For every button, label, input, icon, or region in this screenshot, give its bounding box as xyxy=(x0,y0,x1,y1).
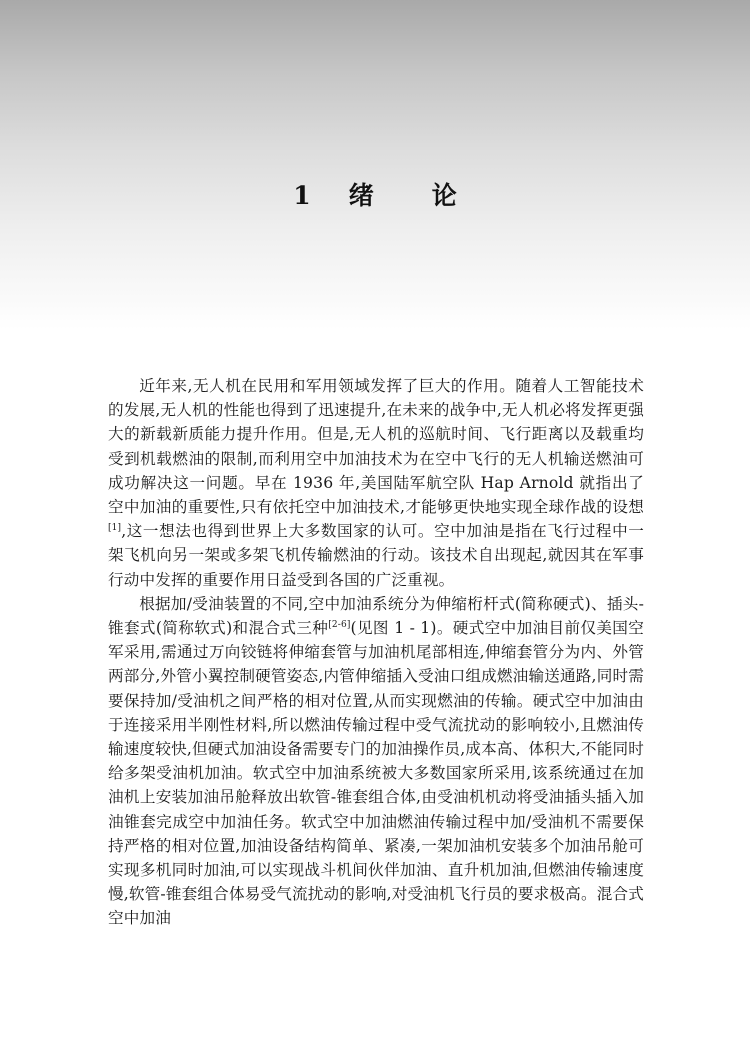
paragraph-2-text-a: 根据加/受油装置的不同,空中加油系统分为伸缩桁杆式(简称硬式)、插头-锥套式(简称软式)和混合式三种 xyxy=(108,594,644,638)
chapter-number: 1 xyxy=(293,181,311,210)
chapter-title-char-2: 论 xyxy=(431,181,457,210)
chapter-title-char-1: 绪 xyxy=(348,181,374,210)
chapter-header-gradient xyxy=(0,0,750,330)
paragraph-1-text-b: ,这一想法也得到世界上大多数国家的认可。空中加油是指在飞行过程中一架飞机向另一架或多架飞机传输燃油的行动。该技术自出现起,就因其在军事行动中发挥的重要作用日益受到各国的广泛重视。 xyxy=(108,522,644,589)
paragraph-1 xyxy=(108,374,644,592)
paragraph-1-text-a: 近年来,无人机在民用和军用领域发挥了巨大的作用。随着人工智能技术的发展,无人机的性能也得到了迅速提升,在未来的战争中,无人机必将发挥更强大的新载新质能力提升作用。但是,无人机的巡航时间、飞行距离以及载重均受到机载燃油的限制,而利用空中加油技术为在空中飞行的无人机输送燃油可成功解决这一问题。早在 1936 年,美国陆军航空队 Hap Arnold 就指出了空中加油的重要性,只有依托空中加油技术,才能够更快地实现全球作战的设想 xyxy=(108,377,644,517)
chapter-title xyxy=(0,176,750,216)
citation-1: [1] xyxy=(108,523,122,534)
citation-2: [2-6] xyxy=(328,619,351,630)
body-text xyxy=(108,374,644,931)
paragraph-2 xyxy=(108,592,644,931)
paragraph-2-text-b: (见图 1 - 1)。硬式空中加油目前仅美国空军采用,需通过万向铰链将伸缩套管与加油机尾部相连,伸缩套管分为内、外管两部分,外管小翼控制硬管姿态,内管伸缩插入受油口组成燃油输送通路,同时需要保持加/受油机之间严格的相对位置,从而实现燃油的传输。硬式空中加油由于连接采用半刚性材料,所以燃油传输过程中受气流扰动的影响较小,且燃油传输速度较快,但硬式加油设备需要专门的加油操作员,成本高、体积大,不能同时给多架受油机加油。软式空中加油系统被大多数国家所采用,该系统通过在加油机上安装加油吊舱释放出软管-锥套组合体,由受油机机动将受油插头插入加油锥套完成空中加油任务。软式空中加油燃油传输过程中加/受油机不需要保持严格的相对位置,加油设备结构简单、紧凑,一架加油机安装多个加油吊舱可实现多机同时加油,可以实现战斗机间伙伴加油、直升机加油,但燃油传输速度慢,软管-锥套组合体易受气流扰动的影响,对受油机飞行员的要求极高。混合式空中加油 xyxy=(108,619,644,928)
